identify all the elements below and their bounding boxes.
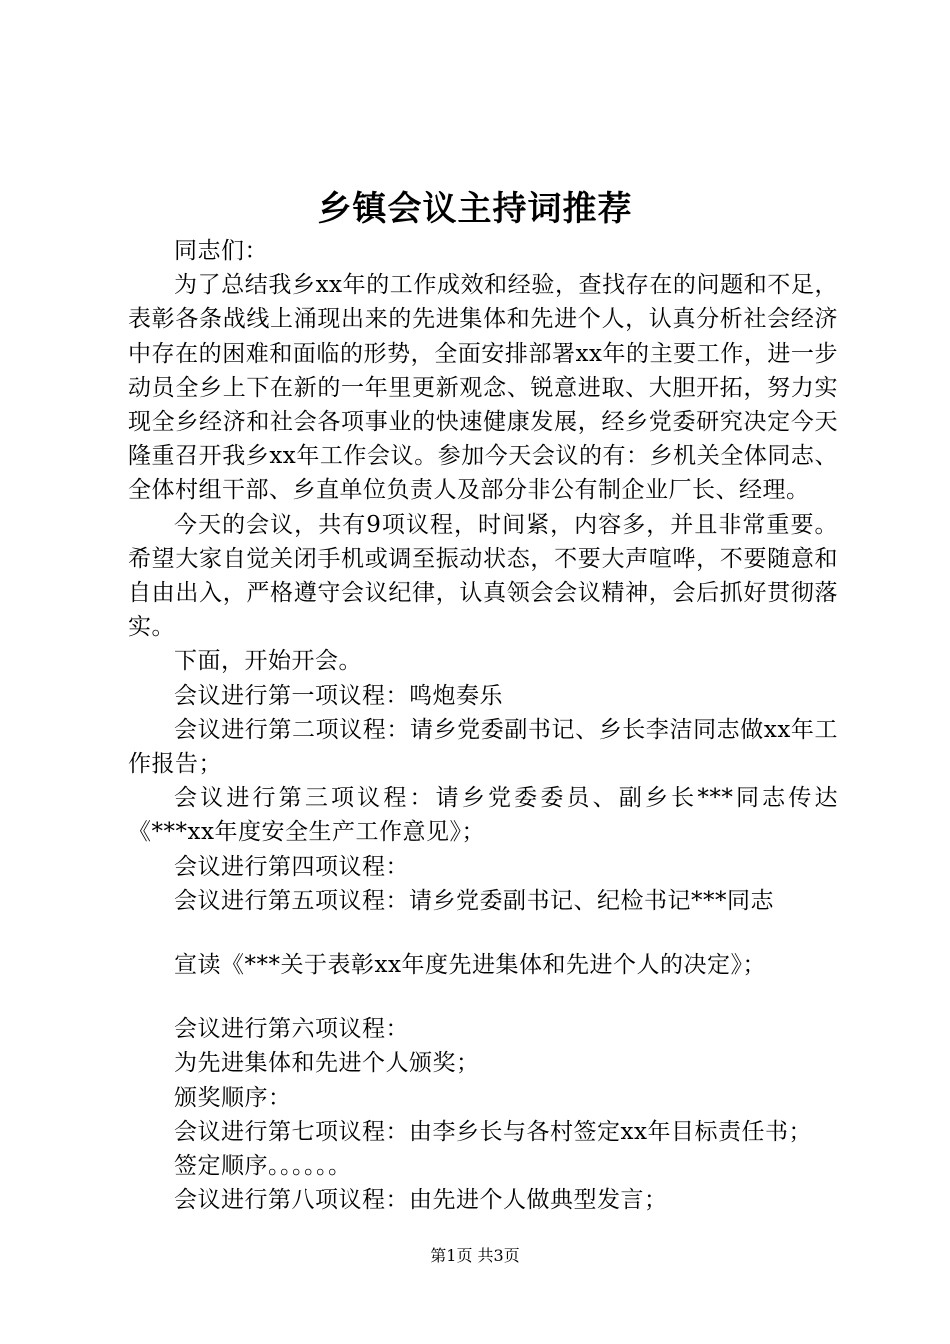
paragraph-intro: 为了总结我乡xx年的工作成效和经验，查找存在的问题和不足，表彰各条战线上涌现出来的先进集体和先进个人，认真分析社会经济中存在的困难和面临的形势，全面安排部署xx年的主要工作，进一步动员全乡上下在新的一年里更新观念、锐意进取、大胆开拓，努力实现全乡经济和社会各项事业的快速健康发展，经乡党委研究决定今天隆重召开我乡xx年工作会议。参加今天会议的有：乡机关全体同志、全体村组干部、乡直单位负责人及部分非公有制企业厂长、经理。	[128, 272, 838, 504]
agenda-item-7: 会议进行第七项议程：由李乡长与各村签定xx年目标责任书；	[174, 1118, 812, 1145]
agenda-item-3: 会议进行第三项议程：请乡党委委员、副乡长***同志传达《***xx年度安全生产工作意见》；	[128, 785, 838, 846]
agenda-item-6-order: 颁奖顺序：	[174, 1084, 292, 1111]
agenda-item-6-awards: 为先进集体和先进个人颁奖；	[174, 1050, 480, 1077]
document-body	[128, 234, 838, 1217]
paragraph-agenda-notice: 今天的会议，共有9项议程，时间紧，内容多，并且非常重要。希望大家自觉关闭手机或调至振动状态，不要大声喧哗，不要随意和自由出入，严格遵守会议纪律，认真领会会议精神，会后抓好贯彻落实。	[128, 511, 838, 641]
agenda-item-7-order: 签定顺序。。。。。。	[174, 1153, 352, 1180]
agenda-item-4: 会议进行第四项议程：	[174, 853, 409, 880]
agenda-item-5: 会议进行第五项议程：请乡党委副书记、纪检书记***同志	[174, 887, 774, 914]
agenda-item-2: 会议进行第二项议程：请乡党委副书记、乡长李洁同志做xx年工作报告；	[128, 716, 838, 778]
agenda-item-8: 会议进行第八项议程：由先进个人做典型发言；	[174, 1187, 668, 1214]
salutation: 同志们：	[174, 238, 268, 264]
agenda-item-6: 会议进行第六项议程：	[174, 1016, 409, 1043]
document-title: 乡镇会议主持词推荐	[317, 189, 633, 229]
page-footer: 第1页 共3页	[430, 1246, 520, 1265]
agenda-item-5-reading: 宣读《***关于表彰xx年度先进集体和先进个人的决定》；	[174, 952, 766, 979]
paragraph-meeting-start: 下面，开始开会。	[174, 648, 362, 675]
agenda-item-1: 会议进行第一项议程：鸣炮奏乐	[174, 682, 503, 709]
